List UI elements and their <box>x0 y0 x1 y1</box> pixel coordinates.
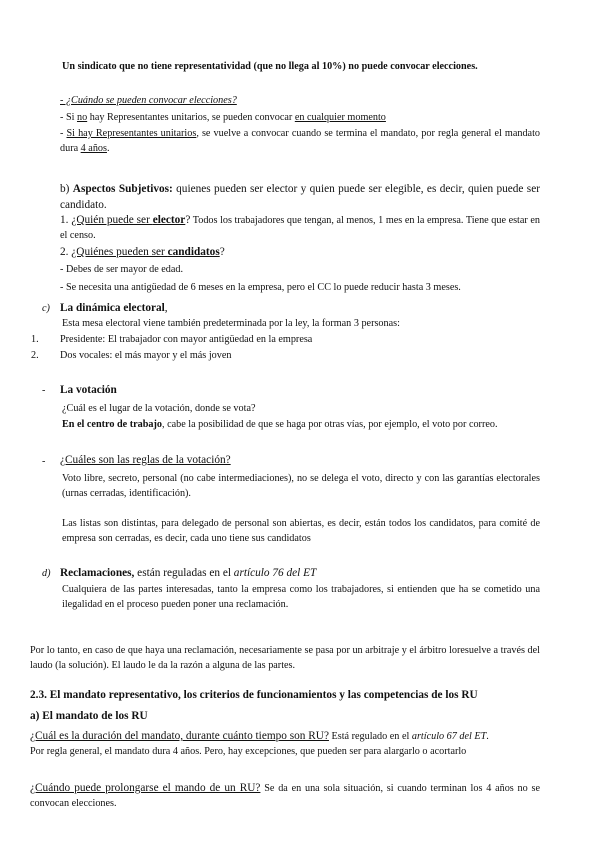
section-subheading: a) El mandato de los RU <box>30 710 148 722</box>
voting-title: La votación <box>60 384 117 396</box>
dynamics-item-2: 2. Dos vocales: el más mayor y el más joven <box>31 350 232 361</box>
when-line-1: - Si no hay Representantes unitarios, se pueden convocar en cualquier momento <box>60 111 386 123</box>
when-question: - ¿Cuándo se pueden convocar elecciones? <box>60 95 237 106</box>
candidates-question: 2. ¿Quiénes pueden ser candidatos? <box>60 246 225 258</box>
rules-title: ¿Cuáles son las reglas de la votación? <box>60 454 231 466</box>
voting-answer: En el centro de trabajo, cabe la posibilidad de que se haga por otras vías, por ejemplo, el voto por correo. <box>62 419 498 430</box>
dynamics-title: La dinámica electoral, <box>60 302 168 314</box>
mandate-extension-question: ¿Cuándo puede prolongarse el mando de un RU? Se da en una sola situación, si cuando terminan los 4 años no se convocan elecciones. <box>30 782 540 809</box>
candidate-requirement-age: - Debes de ser mayor de edad. <box>60 264 184 275</box>
voting-question: ¿Cuál es el lugar de la votación, donde se vota? <box>62 403 256 414</box>
dynamics-item-1: 1. Presidente: El trabajador con mayor antigüedad en la empresa <box>31 334 313 345</box>
elector-question: 1. ¿Quién puede ser elector? Todos los trabajadores que tengan, al menos, 1 mes en la empresa. Tiene que estar en el censo. <box>60 214 541 241</box>
conclusion-paragraph: Por lo tanto, en caso de que haya una reclamación, necesariamente se pasa por un arbitraje y el árbitro loresuelve a través del laudo (la solución). El laudo le da la razón a alguna de las partes. <box>30 645 540 671</box>
rules-text-2: Las listas son distintas, para delegado de personal son abiertas, es decir, están todos los candidatos, para comité de empresa son cerradas, es decir, cada uno tiene sus candidatos <box>62 518 540 544</box>
subjective-intro: b) Aspectos Subjetivos: quienes pueden ser elector y quien puede ser elegible, es decir, quien puede ser candidato. <box>60 183 540 211</box>
when-line-2: - Si hay Representantes unitarios, se vuelve a convocar cuando se termina el mandato, por regla general el mandato dura 4 años. <box>60 128 540 154</box>
dynamics-marker: c) <box>42 303 50 314</box>
mandate-duration-question: ¿Cuál es la duración del mandato, durante cuánto tiempo son RU? Está regulado en el artículo 67 del ET. <box>30 730 489 742</box>
document-title: Un sindicato que no tiene representatividad (que no llega al 10%) no puede convocar elecciones. <box>62 61 478 72</box>
when-elections-block <box>60 94 540 156</box>
voting-marker: - <box>42 385 46 396</box>
mandate-duration-answer: Por regla general, el mandato dura 4 años. Pero, hay excepciones, que pueden ser para alargarlo o acortarlo <box>30 746 467 757</box>
claims-title: Reclamaciones, están reguladas en el artículo 76 del ET <box>60 567 317 579</box>
claims-text: Cualquiera de las partes interesadas, tanto la empresa como los trabajadores, si entienden que ha se cometido una ilegalidad en el proceso pueden poner una reclamación. <box>62 584 540 610</box>
claims-marker: d) <box>42 568 51 579</box>
rules-text-1: Voto libre, secreto, personal (no cabe intermediaciones), no se delega el voto, directo y con las garantías electorales (urnas cerradas, identificación). <box>62 473 540 499</box>
candidate-requirement-seniority: - Se necesita una antigüedad de 6 meses en la empresa, pero el CC lo puede reducir hasta 3 meses. <box>60 282 461 293</box>
dynamics-intro: Esta mesa electoral viene también predeterminada por la ley, la forman 3 personas: <box>62 318 400 329</box>
section-heading: 2.3. El mandato representativo, los criterios de funcionamientos y las competencias de los RU <box>30 689 478 701</box>
rules-marker: - <box>42 456 46 467</box>
